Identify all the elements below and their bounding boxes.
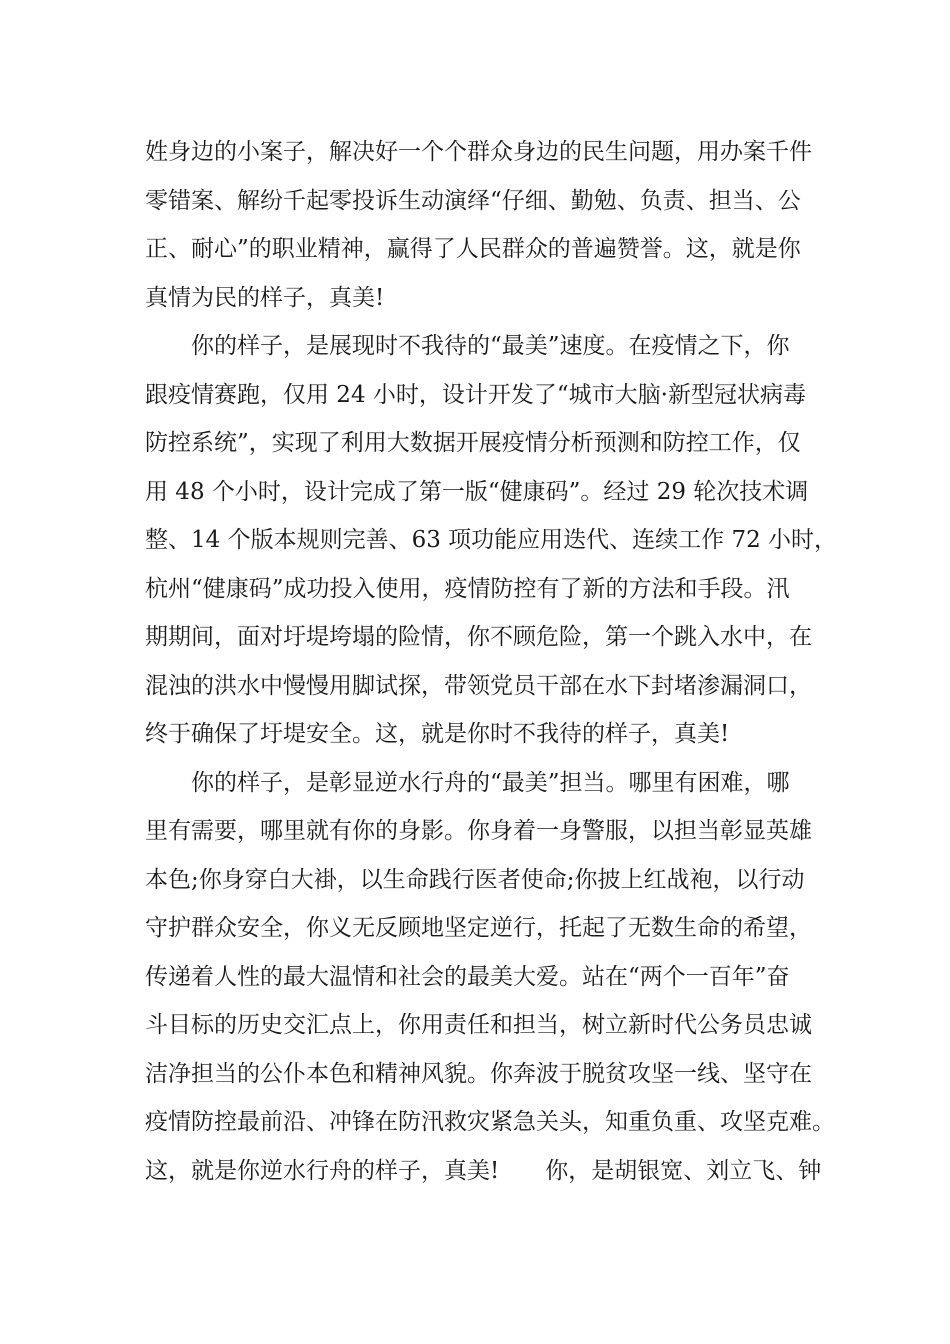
text-line: 里有需要，哪里就有你的身影。你身着一身警服，以担当彰显英雄: [145, 818, 812, 844]
body-text: [145, 128, 838, 1195]
paragraph-first-line: 你的样子，是展现时不我待的“最美”速度。在疫情之下，你: [191, 333, 790, 359]
text-line: 这，就是你逆水行舟的样子，真美! 你，是胡银宽、刘立飞、钟: [145, 1157, 822, 1184]
text-line: 洁净担当的公仆本色和精神风貌。你奔波于脱贫攻坚一线、坚守在: [145, 1060, 812, 1087]
text-line: 零错案、解纷千起零投诉生动演绎“仔细、勤勉、负责、担当、公: [145, 187, 801, 214]
text-line: 杭州“健康码”成功投入使用，疫情防控有了新的方法和手段。汛: [145, 575, 790, 602]
text-line: 跟疫情赛跑，仅用 24 小时，设计开发了“城市大脑·新型冠状病毒: [145, 381, 806, 408]
paragraph-first-line: 你的样子，是彰显逆水行舟的“最美”担当。哪里有困难，哪: [191, 769, 790, 796]
text-line: 用 48 个小时，设计完成了第一版“健康码”。经过 29 轮次技术调: [145, 478, 809, 505]
text-line: 传递着人性的最大温情和社会的最美大爱。站在“两个一百年”奋: [145, 963, 790, 990]
text-line: 斗目标的历史交汇点上，你用责任和担当，树立新时代公务员忠诚: [145, 1012, 812, 1038]
text-line: 正、耐心”的职业精神，赢得了人民群众的普遍赞誉。这，就是你: [145, 236, 801, 262]
text-line: 整、14 个版本规则完善、63 项功能应用迭代、连续工作 72 小时，: [145, 527, 838, 553]
text-line: 疫情防控最前沿、冲锋在防汛救灾紧急关头，知重负重、攻坚克难。: [145, 1109, 835, 1135]
text-line: 本色;你身穿白大褂，以生命践行医者使命;你披上红战袍，以行动: [145, 866, 805, 893]
text-line: 混浊的洪水中慢慢用脚试探，带领党员干部在水下封堵渗漏洞口，: [145, 672, 812, 699]
text-line: 防控系统”，实现了利用大数据开展疫情分析预测和防控工作，仅: [145, 430, 801, 456]
text-line: 终于确保了圩堤安全。这，就是你时不我待的样子，真美!: [145, 721, 730, 747]
text-line: 姓身边的小案子，解决好一个个群众身边的民生问题，用办案千件: [145, 139, 812, 165]
text-line: 期期间，面对圩堤垮塌的险情，你不顾危险，第一个跳入水中，在: [145, 624, 812, 650]
text-line: 真情为民的样子，真美!: [145, 284, 385, 311]
text-line: 守护群众安全，你义无反顾地坚定逆行，托起了无数生命的希望，: [145, 915, 812, 941]
